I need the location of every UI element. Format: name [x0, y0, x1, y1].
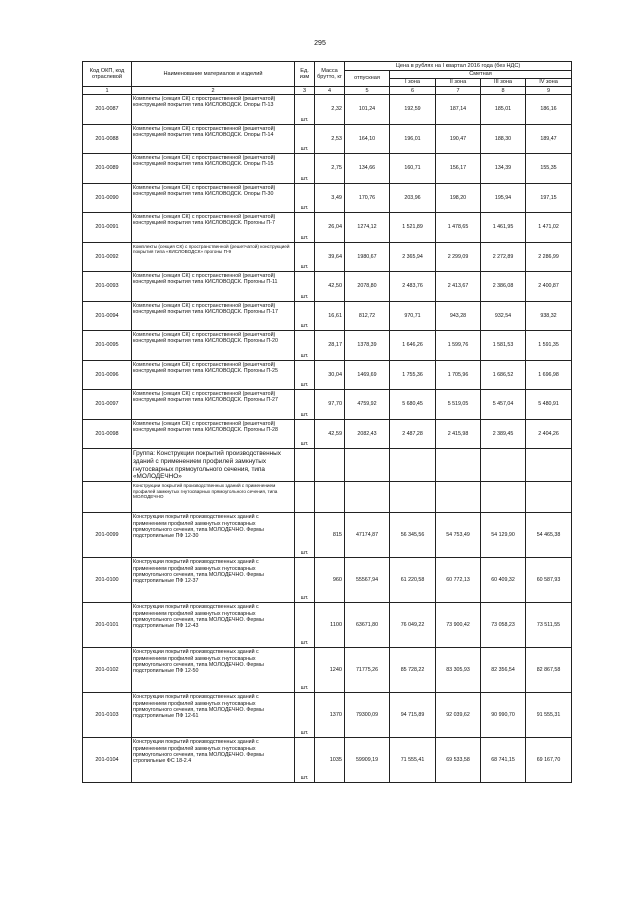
column-number: 8 [481, 87, 526, 95]
column-number: 4 [315, 87, 345, 95]
table-row [83, 242, 572, 272]
row-code: 201-0103 [83, 693, 132, 738]
row-price-release: 1274,12 [345, 213, 390, 243]
row-price-zone4: 91 555,31 [526, 693, 572, 738]
row-price-zone1: 94 715,89 [390, 693, 436, 738]
row-price-zone1: 5 680,45 [390, 390, 436, 420]
row-price-zone1: 1 646,26 [390, 331, 436, 361]
row-price-release: 47174,87 [345, 513, 390, 558]
row-price-zone3: 932,54 [481, 301, 526, 331]
row-code: 201-0102 [83, 648, 132, 693]
header-release: отпускная [345, 71, 390, 87]
row-price-zone1: 1 521,89 [390, 213, 436, 243]
table-row [83, 738, 572, 783]
group-section [83, 449, 572, 513]
row-price-zone1: 970,71 [390, 301, 436, 331]
row-price-zone3: 54 129,90 [481, 513, 526, 558]
empty-cell [436, 482, 481, 513]
row-name: Комплекты (секция СК) с пространственной (решетчатой) конструкцией покрытия типа «КИСЛОВОДСК» прогоны П-9 [132, 242, 295, 272]
row-price-zone2: 83 305,93 [436, 648, 481, 693]
row-mass: 1370 [315, 693, 345, 738]
row-unit: шт. [295, 390, 315, 420]
row-code: 201-0101 [83, 603, 132, 648]
column-number: 5 [345, 87, 390, 95]
table-row [83, 693, 572, 738]
table-body-b [83, 513, 572, 783]
row-price-zone3: 134,39 [481, 154, 526, 184]
empty-cell [481, 449, 526, 482]
row-price-zone3: 195,94 [481, 183, 526, 213]
row-price-zone3: 5 457,04 [481, 390, 526, 420]
row-price-zone1: 2 487,28 [390, 419, 436, 449]
row-code: 201-0096 [83, 360, 132, 390]
row-unit: шт. [295, 95, 315, 125]
row-mass: 960 [315, 558, 345, 603]
row-price-release: 2082,43 [345, 419, 390, 449]
row-price-release: 71775,26 [345, 648, 390, 693]
row-price-zone4: 155,35 [526, 154, 572, 184]
row-code: 201-0095 [83, 331, 132, 361]
row-price-zone1: 85 728,22 [390, 648, 436, 693]
row-price-zone4: 189,47 [526, 124, 572, 154]
row-code: 201-0089 [83, 154, 132, 184]
header-zone1: I зона [390, 79, 436, 87]
row-unit: шт. [295, 242, 315, 272]
table-row [83, 419, 572, 449]
row-price-zone2: 187,14 [436, 95, 481, 125]
row-price-zone3: 1 461,95 [481, 213, 526, 243]
row-unit: шт. [295, 331, 315, 361]
row-price-zone4: 69 167,70 [526, 738, 572, 783]
row-unit: шт. [295, 648, 315, 693]
row-mass: 2,32 [315, 95, 345, 125]
row-price-zone3: 2 389,45 [481, 419, 526, 449]
row-price-release: 1469,69 [345, 360, 390, 390]
row-unit: шт. [295, 419, 315, 449]
row-price-zone3: 90 990,70 [481, 693, 526, 738]
row-price-release: 101,24 [345, 95, 390, 125]
row-price-zone4: 54 465,38 [526, 513, 572, 558]
row-mass: 39,64 [315, 242, 345, 272]
column-number: 2 [132, 87, 295, 95]
row-unit: шт. [295, 124, 315, 154]
row-price-release: 812,72 [345, 301, 390, 331]
empty-cell [436, 449, 481, 482]
header-price-title: Цена в рублях на I квартал 2016 года (без НДС) [345, 62, 572, 71]
row-price-release: 164,10 [345, 124, 390, 154]
row-code: 201-0088 [83, 124, 132, 154]
row-mass: 28,17 [315, 331, 345, 361]
row-unit: шт. [295, 603, 315, 648]
table-row [83, 301, 572, 331]
row-price-zone3: 1 686,52 [481, 360, 526, 390]
row-price-zone4: 938,32 [526, 301, 572, 331]
row-code: 201-0093 [83, 272, 132, 302]
row-price-zone4: 1 471,02 [526, 213, 572, 243]
row-mass: 2,75 [315, 154, 345, 184]
group-subtitle: Конструкции покрытий производственных зданий с применением профилей замкнутых гнутосварных прямоугольного сечения, типа МОЛОДЕЧНО [132, 482, 295, 513]
price-table [82, 61, 572, 783]
row-price-release: 79300,09 [345, 693, 390, 738]
row-mass: 1100 [315, 603, 345, 648]
row-mass: 3,49 [315, 183, 345, 213]
row-name: Комплекты (секция СК) с пространственной (решетчатой) конструкцией покрытия типа КИСЛОВОДСК. Опоры П-15 [132, 154, 295, 184]
row-price-release: 63671,80 [345, 603, 390, 648]
row-price-zone1: 160,71 [390, 154, 436, 184]
row-name: Комплекты (секция СК) с пространственной (решетчатой) конструкцией покрытия типа КИСЛОВОДСК. Прогоны П-25 [132, 360, 295, 390]
row-unit: шт. [295, 183, 315, 213]
row-unit: шт. [295, 360, 315, 390]
row-unit: шт. [295, 558, 315, 603]
row-price-zone3: 1 581,53 [481, 331, 526, 361]
row-name: Конструкции покрытий производственных зданий с применением профилей замкнутых гнутосварных прямоугольного сечения, типа МОЛОДЕЧНО. Фермы подстропильные ПФ 12-50 [132, 648, 295, 693]
row-unit: шт. [295, 272, 315, 302]
page-number: 295 [314, 40, 326, 47]
header-mass: Масса брутто, кг [315, 62, 345, 87]
table-row [83, 513, 572, 558]
empty-cell [526, 482, 572, 513]
row-price-zone3: 68 741,15 [481, 738, 526, 783]
row-price-release: 1980,67 [345, 242, 390, 272]
row-price-zone4: 1 696,98 [526, 360, 572, 390]
header-unit: Ед. изм [295, 62, 315, 87]
row-mass: 26,04 [315, 213, 345, 243]
row-unit: шт. [295, 154, 315, 184]
row-price-release: 2078,80 [345, 272, 390, 302]
empty-cell [390, 482, 436, 513]
row-code: 201-0092 [83, 242, 132, 272]
row-mass: 30,04 [315, 360, 345, 390]
row-price-zone3: 73 058,23 [481, 603, 526, 648]
row-unit: шт. [295, 693, 315, 738]
row-price-zone2: 54 753,49 [436, 513, 481, 558]
row-price-release: 59909,19 [345, 738, 390, 783]
row-price-release: 1378,39 [345, 331, 390, 361]
row-price-zone2: 1 599,76 [436, 331, 481, 361]
row-code: 201-0099 [83, 513, 132, 558]
row-name: Конструкции покрытий производственных зданий с применением профилей замкнутых гнутосварных прямоугольного сечения, типа МОЛОДЕЧНО. Фермы подстропильные ПФ 12-61 [132, 693, 295, 738]
header-zone3: III зона [481, 79, 526, 87]
row-mass: 1035 [315, 738, 345, 783]
row-name: Комплекты (секция СК) с пространственной (решетчатой) конструкцией покрытия типа КИСЛОВОДСК. Прогоны П-28 [132, 419, 295, 449]
column-numbers-row [83, 87, 572, 95]
row-price-zone4: 2 404,26 [526, 419, 572, 449]
row-unit: шт. [295, 513, 315, 558]
empty-cell [83, 482, 132, 513]
row-price-zone1: 61 220,58 [390, 558, 436, 603]
row-unit: шт. [295, 301, 315, 331]
row-code: 201-0097 [83, 390, 132, 420]
row-mass: 815 [315, 513, 345, 558]
row-price-zone4: 82 867,58 [526, 648, 572, 693]
row-price-release: 55567,94 [345, 558, 390, 603]
row-mass: 97,70 [315, 390, 345, 420]
row-name: Комплекты (секция СК) с пространственной (решетчатой) конструкцией покрытия типа КИСЛОВОДСК. Прогоны П-7 [132, 213, 295, 243]
empty-cell [315, 449, 345, 482]
row-name: Конструкции покрытий производственных зданий с применением профилей замкнутых гнутосварных прямоугольного сечения, типа МОЛОДЕЧНО. Фермы подстропильные ПФ 12-37 [132, 558, 295, 603]
empty-cell [315, 482, 345, 513]
row-name: Комплекты (секция СК) с пространственной (решетчатой) конструкцией покрытия типа КИСЛОВОДСК. Прогоны П-11 [132, 272, 295, 302]
table-row [83, 331, 572, 361]
row-code: 201-0100 [83, 558, 132, 603]
table-row [83, 648, 572, 693]
row-price-zone2: 943,28 [436, 301, 481, 331]
row-price-zone1: 2 365,94 [390, 242, 436, 272]
row-price-zone2: 2 299,09 [436, 242, 481, 272]
row-name: Комплекты (секция СК) с пространственной (решетчатой) конструкцией покрытия типа КИСЛОВОДСК. Прогоны П-27 [132, 390, 295, 420]
row-price-zone4: 2 286,99 [526, 242, 572, 272]
header-estimate: Сметная [390, 71, 572, 79]
column-number: 9 [526, 87, 572, 95]
column-number: 7 [436, 87, 481, 95]
row-price-zone1: 203,96 [390, 183, 436, 213]
row-price-zone2: 69 533,58 [436, 738, 481, 783]
row-price-zone1: 76 049,22 [390, 603, 436, 648]
table-row [83, 558, 572, 603]
row-price-zone1: 71 555,41 [390, 738, 436, 783]
row-price-zone4: 197,15 [526, 183, 572, 213]
empty-cell [295, 449, 315, 482]
row-price-release: 134,66 [345, 154, 390, 184]
column-number: 6 [390, 87, 436, 95]
row-price-zone3: 188,30 [481, 124, 526, 154]
row-price-zone3: 60 409,32 [481, 558, 526, 603]
row-name: Комплекты (секция СК) с пространственной (решетчатой) конструкцией покрытия типа КИСЛОВОДСК. Опоры П-14 [132, 124, 295, 154]
row-price-zone4: 2 400,87 [526, 272, 572, 302]
row-unit: шт. [295, 738, 315, 783]
table-row [83, 183, 572, 213]
row-mass: 42,50 [315, 272, 345, 302]
row-name: Конструкции покрытий производственных зданий с применением профилей замкнутых гнутосварных прямоугольного сечения, типа МОЛОДЕЧНО. Фермы подстропильные ПФ 12-30 [132, 513, 295, 558]
empty-cell [481, 482, 526, 513]
column-number: 3 [295, 87, 315, 95]
table-row [83, 390, 572, 420]
empty-cell [345, 449, 390, 482]
row-price-zone1: 1 755,36 [390, 360, 436, 390]
row-code: 201-0104 [83, 738, 132, 783]
row-mass: 42,59 [315, 419, 345, 449]
row-price-zone4: 73 511,55 [526, 603, 572, 648]
row-price-zone1: 196,01 [390, 124, 436, 154]
row-price-zone2: 2 415,98 [436, 419, 481, 449]
row-code: 201-0094 [83, 301, 132, 331]
row-price-zone2: 2 413,67 [436, 272, 481, 302]
row-price-zone4: 1 591,35 [526, 331, 572, 361]
header-code: Код ОКП, код отраслевой [83, 62, 132, 87]
table-row [83, 95, 572, 125]
group-title: Группа: Конструкции покрытий производственных зданий с применением профилей замкнутых гнутосварных прямоугольного сечения, типа «МОЛОДЕЧНО» [132, 449, 295, 482]
empty-cell [526, 449, 572, 482]
table-row [83, 360, 572, 390]
empty-cell [390, 449, 436, 482]
row-name: Конструкции покрытий производственных зданий с применением профилей замкнутых гнутосварных прямоугольного сечения, типа МОЛОДЕЧНО. Фермы стропильные ФС 18-2.4 [132, 738, 295, 783]
row-price-zone3: 2 386,08 [481, 272, 526, 302]
row-price-zone3: 2 272,89 [481, 242, 526, 272]
row-name: Комплекты (секция СК) с пространственной (решетчатой) конструкцией покрытия типа КИСЛОВОДСК. Прогоны П-17 [132, 301, 295, 331]
row-code: 201-0098 [83, 419, 132, 449]
row-mass: 2,53 [315, 124, 345, 154]
row-name: Комплекты (секция СК) с пространственной (решетчатой) конструкцией покрытия типа КИСЛОВОДСК. Опоры П-13 [132, 95, 295, 125]
table-row [83, 272, 572, 302]
row-code: 201-0090 [83, 183, 132, 213]
column-number: 1 [83, 87, 132, 95]
row-price-zone2: 73 900,42 [436, 603, 481, 648]
row-price-zone2: 198,20 [436, 183, 481, 213]
row-price-zone3: 185,01 [481, 95, 526, 125]
row-price-zone2: 92 039,62 [436, 693, 481, 738]
row-price-release: 4759,92 [345, 390, 390, 420]
row-price-zone4: 60 587,93 [526, 558, 572, 603]
row-unit: шт. [295, 213, 315, 243]
row-price-zone3: 82 356,54 [481, 648, 526, 693]
header-name: Наименование материалов и изделий [132, 62, 295, 87]
row-price-zone4: 186,16 [526, 95, 572, 125]
table-row [83, 603, 572, 648]
header-zone4: IV зона [526, 79, 572, 87]
row-price-zone1: 56 345,56 [390, 513, 436, 558]
table-row [83, 213, 572, 243]
table-row [83, 154, 572, 184]
row-price-zone4: 5 480,91 [526, 390, 572, 420]
row-price-zone2: 1 705,96 [436, 360, 481, 390]
row-mass: 16,61 [315, 301, 345, 331]
empty-cell [345, 482, 390, 513]
table-row [83, 124, 572, 154]
row-price-zone2: 190,47 [436, 124, 481, 154]
row-price-zone2: 60 772,13 [436, 558, 481, 603]
table-body-a [83, 95, 572, 449]
row-price-zone1: 2 483,76 [390, 272, 436, 302]
row-mass: 1240 [315, 648, 345, 693]
row-price-release: 170,76 [345, 183, 390, 213]
row-price-zone2: 5 519,05 [436, 390, 481, 420]
row-name: Конструкции покрытий производственных зданий с применением профилей замкнутых гнутосварных прямоугольного сечения, типа МОЛОДЕЧНО. Фермы подстропильные ПФ 12-43 [132, 603, 295, 648]
table-header [83, 62, 572, 95]
row-name: Комплекты (секция СК) с пространственной (решетчатой) конструкцией покрытия типа КИСЛОВОДСК. Опоры П-30 [132, 183, 295, 213]
empty-cell [83, 449, 132, 482]
row-price-zone2: 156,17 [436, 154, 481, 184]
row-code: 201-0087 [83, 95, 132, 125]
row-price-zone1: 192,59 [390, 95, 436, 125]
row-price-zone2: 1 478,65 [436, 213, 481, 243]
empty-cell [295, 482, 315, 513]
row-code: 201-0091 [83, 213, 132, 243]
row-name: Комплекты (секция СК) с пространственной (решетчатой) конструкцией покрытия типа КИСЛОВОДСК. Прогоны П-20 [132, 331, 295, 361]
header-zone2: II зона [436, 79, 481, 87]
